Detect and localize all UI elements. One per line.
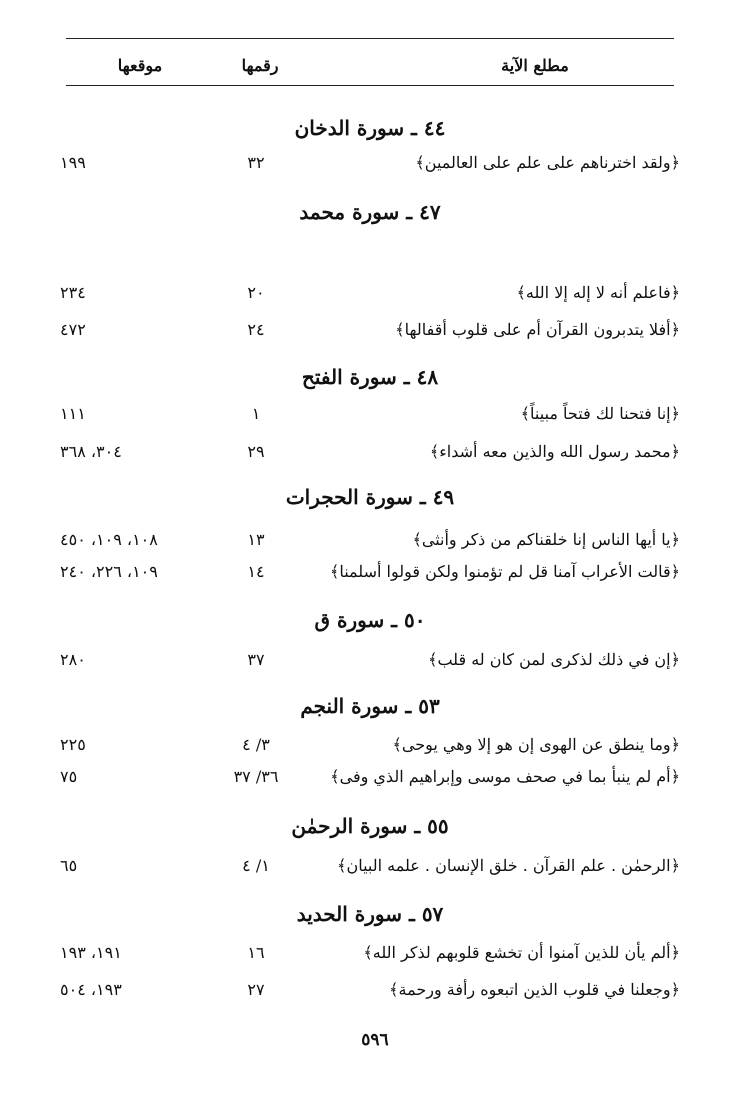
- ayah-text: ﴿وجعلنا في قلوب الذين اتبعوه رأفة ورحمة﴾: [389, 980, 680, 999]
- page-reference: ١٠٩، ٢٢٦، ٢٤٠: [60, 562, 158, 581]
- ayah-text: ﴿الرحمٰن . علم القرآن . خلق الإنسان . علمه البيان﴾: [337, 856, 680, 875]
- surah-title: ٥٣ ـ سورة النجم: [300, 694, 440, 718]
- page-reference: ٣٠٤، ٣٦٨: [60, 442, 122, 461]
- ayah-text: ﴿فاعلم أنه لا إله إلا الله﴾: [516, 283, 680, 302]
- table-row: [0, 980, 755, 1010]
- table-row: [0, 530, 755, 560]
- page-reference: ١٩١، ١٩٣: [60, 943, 122, 962]
- page-reference: ٢٨٠: [60, 650, 86, 669]
- page-reference: ٢٣٤: [60, 283, 86, 302]
- ayah-number: ١٤: [247, 562, 265, 581]
- surah-title: ٤٤ ـ سورة الدخان: [294, 116, 446, 140]
- table-row: [0, 283, 755, 313]
- ayah-text: ﴿ألم يأن للذين آمنوا أن تخشع قلوبهم لذكر الله﴾: [363, 943, 680, 962]
- ayah-text: ﴿أفلا يتدبرون القرآن أم على قلوب أقفالها﴾: [395, 320, 680, 339]
- page-reference: ٢٢٥: [60, 735, 86, 754]
- ayah-number: ٢٠: [247, 283, 265, 302]
- surah-title: ٥٥ ـ سورة الرحمٰن: [291, 814, 449, 838]
- surah-title: ٤٨ ـ سورة الفتح: [301, 365, 439, 389]
- top-rule: [66, 38, 674, 39]
- ayah-text: ﴿إن في ذلك لذكرى لمن كان له قلب﴾: [428, 650, 680, 669]
- ayah-number: ٣٦/ ٣٧: [233, 767, 279, 786]
- table-row: [0, 767, 755, 797]
- page-number: ٥٩٦: [361, 1030, 389, 1050]
- header-ayah: مطلع الآية: [501, 56, 569, 75]
- header-number: رقمها: [241, 56, 279, 75]
- table-row: [0, 404, 755, 434]
- surah-title: ٥٠ ـ سورة ق: [314, 608, 426, 632]
- page-reference: ٤٧٢: [60, 320, 86, 339]
- ayah-number: ٢٤: [247, 320, 265, 339]
- ayah-text: ﴿محمد رسول الله والذين معه أشداء﴾: [429, 442, 680, 461]
- header-rule: [66, 85, 674, 86]
- table-row: [0, 735, 755, 765]
- table-row: [0, 856, 755, 886]
- ayah-text: ﴿ولقد اخترناهم على علم على العالمين﴾: [415, 153, 680, 172]
- ayah-text: ﴿أم لم ينبأ بما في صحف موسى وإبراهيم الذي وفى﴾: [330, 767, 680, 786]
- ayah-number: ١٦: [247, 943, 265, 962]
- ayah-number: ٢٩: [247, 442, 265, 461]
- ayah-number: ٢٧: [247, 980, 265, 999]
- ayah-text: ﴿قالت الأعراب آمنا قل لم تؤمنوا ولكن قولوا أسلمنا﴾: [329, 562, 680, 581]
- page-reference: ٧٥: [60, 767, 78, 786]
- table-row: [0, 943, 755, 973]
- table-row: [0, 562, 755, 592]
- ayah-number: ٣٢: [247, 153, 265, 172]
- surah-title: ٥٧ ـ سورة الحديد: [296, 902, 444, 926]
- table-row: [0, 650, 755, 680]
- table-row: [0, 320, 755, 350]
- page-reference: ١٩٩: [60, 153, 86, 172]
- page-reference: ١١١: [60, 404, 86, 423]
- ayah-text: ﴿إنا فتحنا لك فتحاً مبيناً﴾: [520, 404, 680, 423]
- table-row: [0, 153, 755, 183]
- page-reference: ١٠٨، ١٠٩، ٤٥٠: [60, 530, 158, 549]
- surah-title: ٤٩ ـ سورة الحجرات: [285, 485, 455, 509]
- ayah-number: ٣٧: [247, 650, 265, 669]
- ayah-number: ١/ ٤: [242, 856, 270, 875]
- table-row: [0, 442, 755, 472]
- ayah-number: ١٣: [247, 530, 265, 549]
- ayah-number: ١: [251, 404, 261, 423]
- page-reference: ١٩٣، ٥٠٤: [60, 980, 122, 999]
- ayah-number: ٣/ ٤: [242, 735, 270, 754]
- header-position: موقعها: [117, 56, 163, 75]
- page-reference: ٦٥: [60, 856, 78, 875]
- surah-title: ٤٧ ـ سورة محمد: [299, 200, 441, 224]
- ayah-text: ﴿وما ينطق عن الهوى إن هو إلا وهي يوحى﴾: [392, 735, 680, 754]
- ayah-text: ﴿يا أيها الناس إنا خلقناكم من ذكر وأنثى﴾: [412, 530, 680, 549]
